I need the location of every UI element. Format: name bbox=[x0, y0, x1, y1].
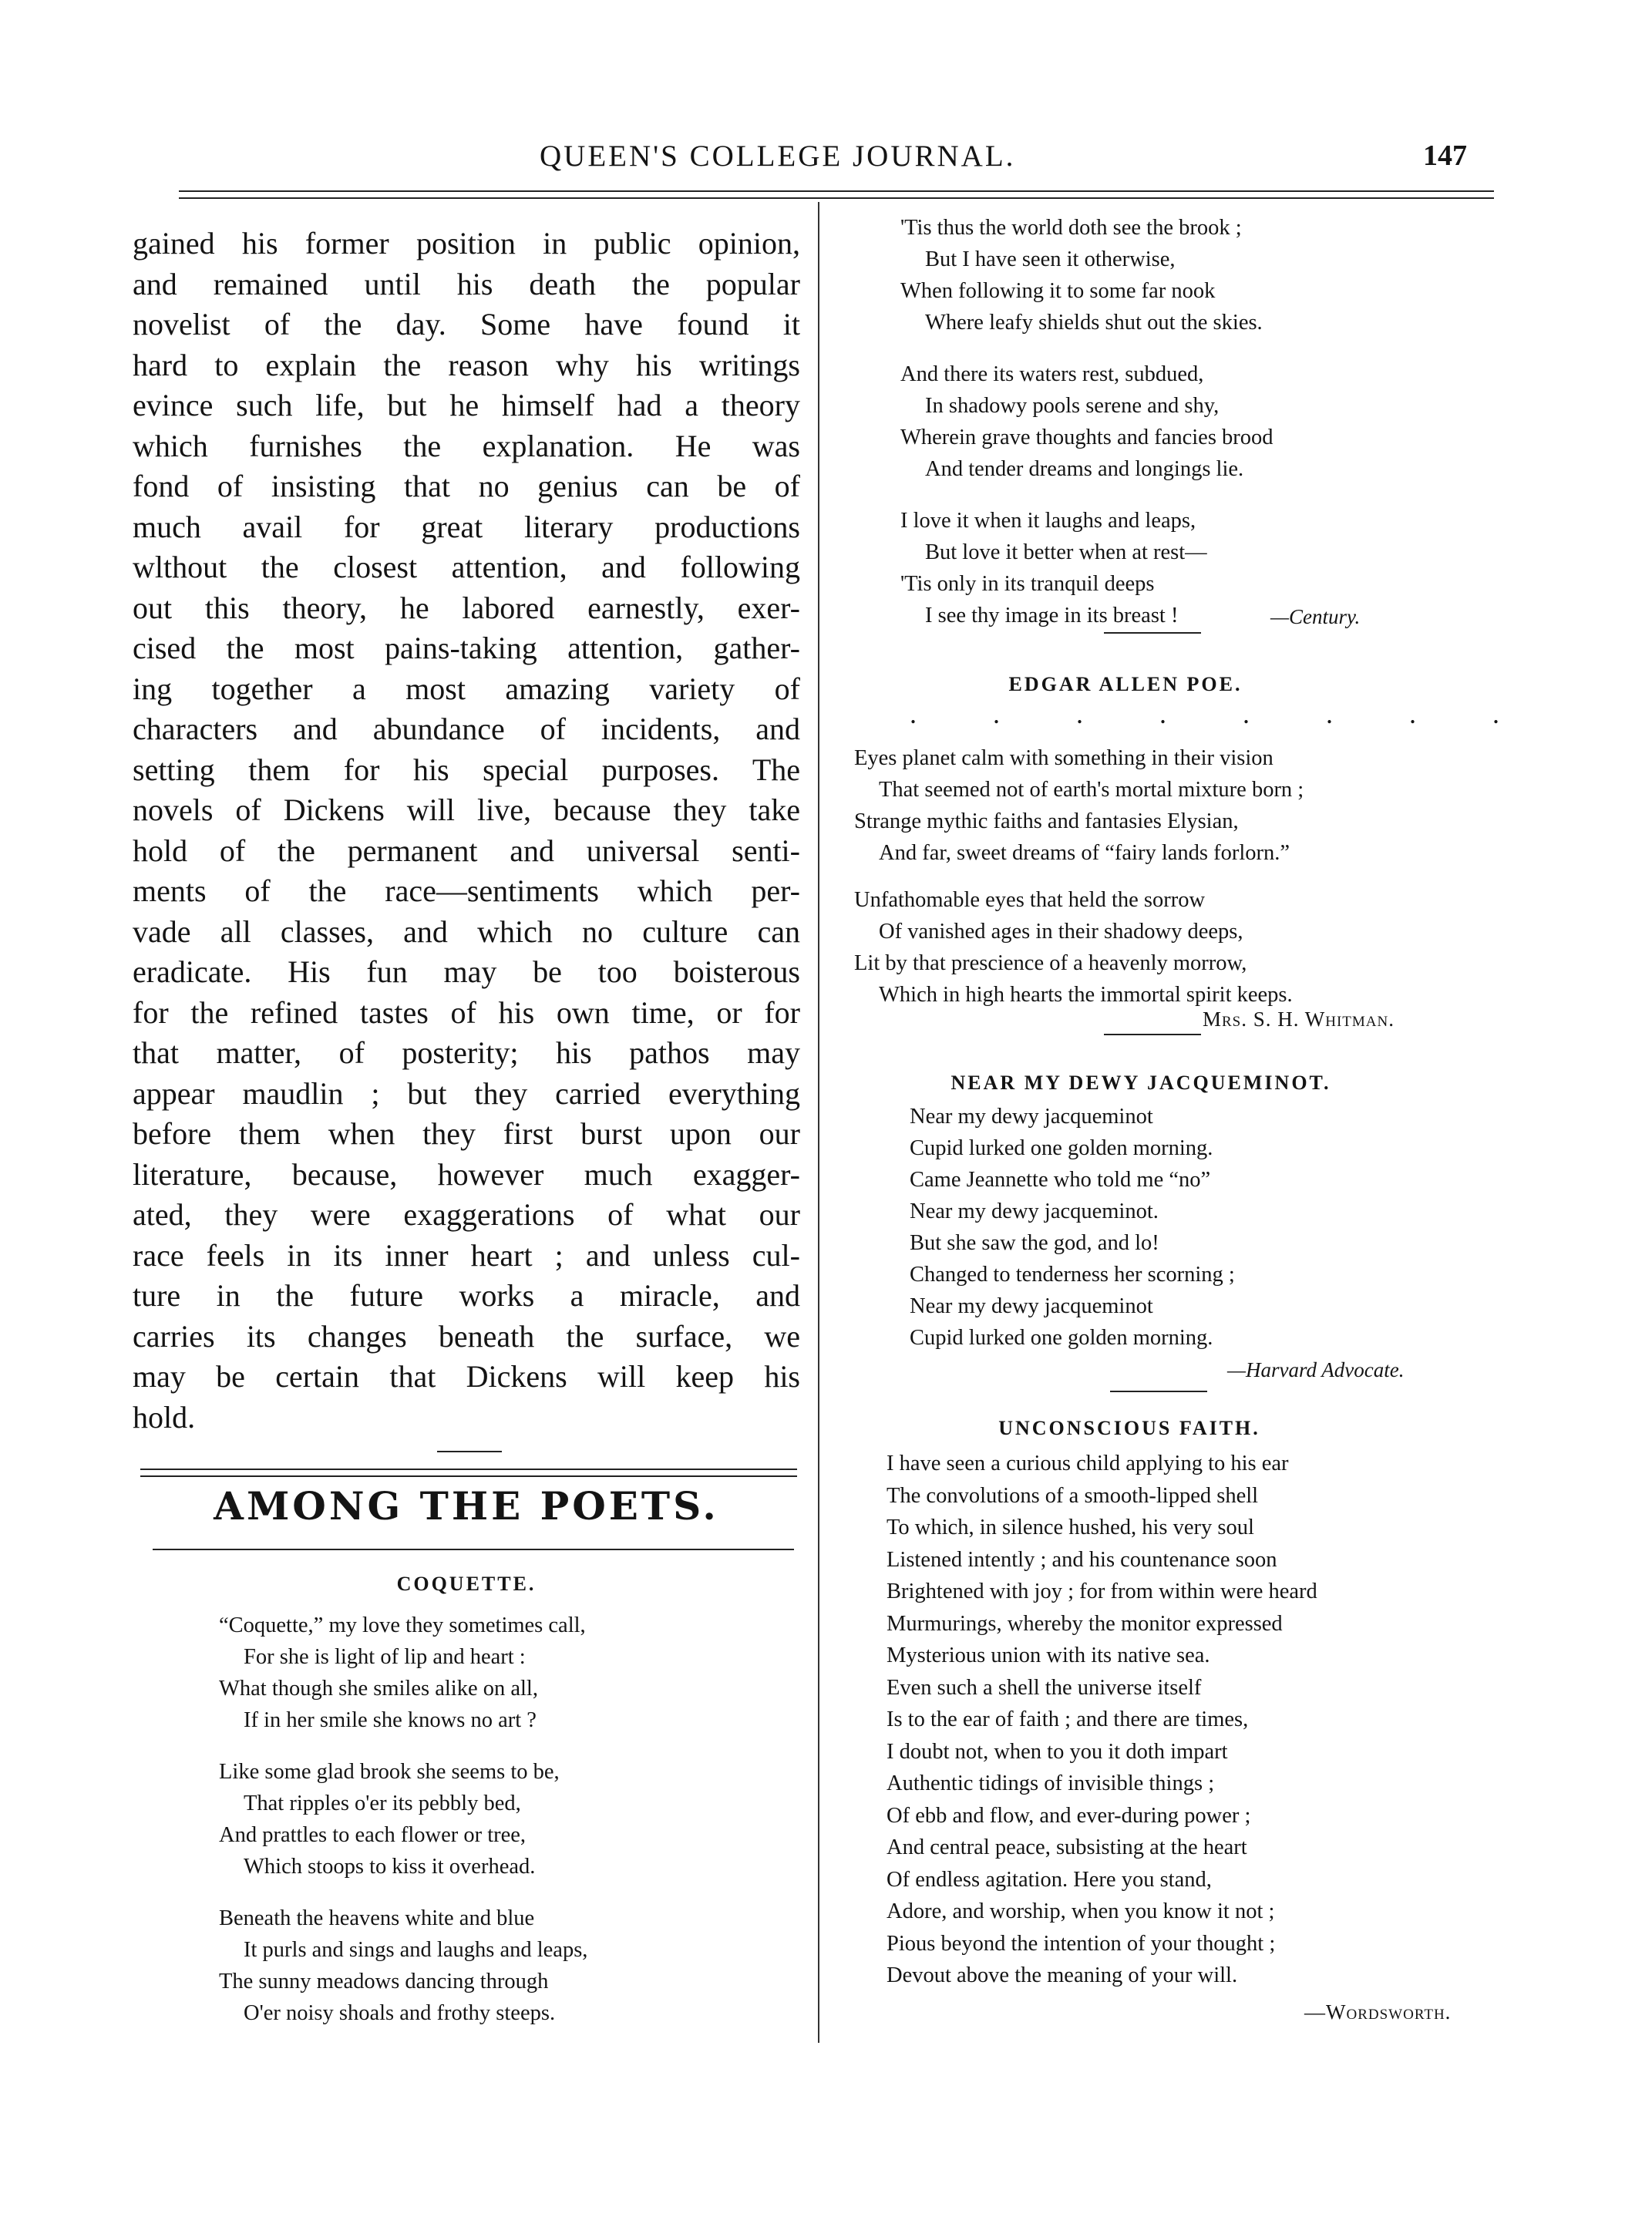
verse-line: In shadowy pools serene and shy, bbox=[925, 394, 1220, 418]
verse-line: Of vanished ages in their shadowy deeps, bbox=[879, 920, 1243, 944]
verse-line: That ripples o'er its pebbly bed, bbox=[244, 1792, 521, 1815]
verse-line: Even such a shell the universe itself bbox=[887, 1675, 1202, 1700]
section-heading-underline bbox=[153, 1549, 794, 1550]
prose-line: ments of the race—sentiments which per- bbox=[133, 873, 800, 908]
verse-line: Which stoops to kiss it overhead. bbox=[244, 1855, 536, 1879]
verse-line: 'Tis thus the world doth see the brook ; bbox=[900, 216, 1242, 240]
column-divider bbox=[818, 202, 819, 2043]
prose-line: out this theory, he labored earnestly, exer- bbox=[133, 590, 800, 625]
verse-line: Came Jeannette who told me “no” bbox=[910, 1168, 1211, 1192]
prose-line: evince such life, but he himself had a theory bbox=[133, 388, 800, 422]
prose-line: hold of the permanent and universal senti- bbox=[133, 833, 800, 868]
poem-poe bbox=[854, 742, 1304, 1011]
verse-line: Cupid lurked one golden morning. bbox=[910, 1136, 1213, 1160]
poem-separator-rule bbox=[1104, 1034, 1201, 1035]
verse-line: And prattles to each flower or tree, bbox=[219, 1823, 527, 1847]
prose-line: race feels in its inner heart ; and unless cul- bbox=[133, 1237, 800, 1273]
verse-line: Near my dewy jacqueminot. bbox=[910, 1199, 1159, 1223]
attribution-wordsworth: —Wordsworth. bbox=[1304, 2000, 1452, 2024]
prose-line: carries its changes beneath the surface, we bbox=[133, 1318, 800, 1354]
verse-line: Eyes planet calm with something in their vision bbox=[854, 746, 1273, 770]
prose-line: gained his former position in public opinion, bbox=[133, 226, 800, 261]
poem-coquette-part2 bbox=[900, 212, 1273, 631]
section-rule-lower bbox=[140, 1475, 797, 1477]
verse-line: I love it when it laughs and leaps, bbox=[900, 509, 1196, 533]
verse-line: Changed to tenderness her scorning ; bbox=[910, 1263, 1235, 1287]
verse-line: Of endless agitation. Here you stand, bbox=[887, 1867, 1212, 1892]
verse-line: Unfathomable eyes that held the sorrow bbox=[854, 888, 1206, 912]
prose-line: setting them for his special purposes. The bbox=[133, 752, 800, 787]
verse-line: The convolutions of a smooth-lipped shell bbox=[887, 1483, 1259, 1508]
article-end-rule bbox=[437, 1451, 502, 1452]
verse-line: Is to the ear of faith ; and there are times, bbox=[887, 1707, 1249, 1731]
verse-line: That seemed not of earth's mortal mixture born ; bbox=[879, 778, 1304, 802]
verse-line: Of ebb and flow, and ever-during power ; bbox=[887, 1803, 1251, 1828]
section-rule-upper bbox=[140, 1469, 797, 1470]
prose-line: cised the most pains-taking attention, gather- bbox=[133, 631, 800, 665]
prose-line: literature, because, however much exagger- bbox=[133, 1156, 800, 1192]
verse-line: Which in high hearts the immortal spirit keeps. bbox=[879, 983, 1293, 1007]
prose-line: appear maudlin ; but they carried everything bbox=[133, 1075, 800, 1111]
verse-line: Murmurings, whereby the monitor expressed bbox=[887, 1611, 1283, 1636]
verse-line: To which, in silence hushed, his very soul bbox=[887, 1516, 1254, 1539]
article-body bbox=[133, 224, 800, 1438]
prose-line: novelist of the day. Some have found it bbox=[133, 307, 800, 341]
verse-line: Strange mythic faiths and fantasies Elysian, bbox=[854, 809, 1239, 833]
poem-separator-rule bbox=[1110, 1391, 1207, 1392]
verse-line: O'er noisy shoals and frothy steeps. bbox=[244, 2001, 556, 2025]
verse-line: The sunny meadows dancing through bbox=[219, 1970, 549, 1993]
verse-line: And tender dreams and longings lie. bbox=[925, 457, 1244, 481]
verse-line: It purls and sings and laughs and leaps, bbox=[244, 1938, 588, 1962]
prose-line: hold. bbox=[133, 1399, 196, 1435]
attribution-whitman: Mrs. S. H. Whitman. bbox=[1203, 1008, 1395, 1031]
verse-line: And central peace, subsisting at the heart bbox=[887, 1835, 1247, 1859]
header-rule-upper bbox=[179, 190, 1494, 192]
attribution-harvard-advocate: —Harvard Advocate. bbox=[1227, 1358, 1405, 1381]
verse-line: “Coquette,” my love they sometimes call, bbox=[219, 1613, 586, 1637]
poem-title-jacqueminot: NEAR MY DEWY JACQUEMINOT. bbox=[950, 1072, 1331, 1094]
poem-title-poe: EDGAR ALLEN POE. bbox=[1008, 673, 1243, 695]
journal-title: QUEEN'S COLLEGE JOURNAL. bbox=[540, 140, 1016, 173]
prose-line: vade all classes, and which no culture can bbox=[133, 913, 800, 949]
poem-coquette-part1 bbox=[219, 1610, 587, 2029]
prose-line: eradicate. His fun may be too boisterous bbox=[133, 954, 800, 989]
verse-line: And far, sweet dreams of “fairy lands forlorn.” bbox=[879, 841, 1290, 865]
verse-line: For she is light of lip and heart : bbox=[244, 1645, 526, 1669]
prose-line: for the refined tastes of his own time, or for bbox=[133, 994, 800, 1030]
prose-line: characters and abundance of incidents, and bbox=[133, 712, 800, 746]
page-number: 147 bbox=[1423, 140, 1467, 172]
verse-line: Adore, and worship, when you know it not ; bbox=[887, 1899, 1275, 1923]
prose-line: which furnishes the explanation. He was bbox=[133, 428, 800, 463]
verse-line: I have seen a curious child applying to his ear bbox=[887, 1452, 1289, 1475]
verse-line: Devout above the meaning of your will. bbox=[887, 1963, 1238, 1987]
verse-line: Brightened with joy ; for from within were heard bbox=[887, 1580, 1317, 1603]
poem-separator-rule bbox=[1104, 632, 1201, 634]
verse-line: Where leafy shields shut out the skies. bbox=[925, 311, 1263, 335]
attribution-century: —Century. bbox=[1270, 605, 1361, 628]
verse-line: Beneath the heavens white and blue bbox=[219, 1906, 535, 1930]
verse-line: But I have seen it otherwise, bbox=[925, 247, 1176, 271]
prose-line: before them when they first burst upon our bbox=[133, 1116, 800, 1151]
verse-line: Lit by that prescience of a heavenly morrow, bbox=[854, 951, 1247, 975]
prose-line: that matter, of posterity; his pathos may bbox=[133, 1035, 800, 1070]
verse-line: Wherein grave thoughts and fancies brood bbox=[900, 426, 1273, 449]
verse-line: Near my dewy jacqueminot bbox=[910, 1294, 1153, 1318]
prose-line: hard to explain the reason why his writings bbox=[133, 347, 800, 382]
section-heading: AMONG THE POETS. bbox=[214, 1483, 719, 1529]
verse-line: I doubt not, when to you it doth impart bbox=[887, 1739, 1228, 1764]
prose-line: ing together a most amazing variety of bbox=[133, 671, 800, 706]
prose-line: novels of Dickens will live, because they take bbox=[133, 792, 800, 827]
poem-title-coquette: COQUETTE. bbox=[396, 1573, 537, 1595]
prose-line: wlthout the closest attention, and following bbox=[133, 550, 800, 584]
ellipsis-dots: . . . . . . . . bbox=[910, 698, 1534, 729]
verse-line: 'Tis only in its tranquil deeps bbox=[900, 572, 1155, 596]
poem-title-unconscious-faith: UNCONSCIOUS FAITH. bbox=[998, 1417, 1260, 1439]
header-rule-lower bbox=[179, 197, 1494, 199]
prose-line: fond of insisting that no genius can be of bbox=[133, 469, 800, 503]
poem-jacqueminot bbox=[910, 1101, 1235, 1354]
prose-line: much avail for great literary productions bbox=[133, 509, 800, 544]
verse-line: Authentic tidings of invisible things ; bbox=[887, 1771, 1215, 1795]
verse-line: When following it to some far nook bbox=[900, 279, 1216, 303]
prose-line: may be certain that Dickens will keep his bbox=[133, 1359, 800, 1394]
verse-line: Cupid lurked one golden morning. bbox=[910, 1326, 1213, 1350]
prose-line: ated, they were exaggerations of what our bbox=[133, 1197, 800, 1232]
verse-line: Pious beyond the intention of your thought ; bbox=[887, 1931, 1276, 1956]
verse-line: Listened intently ; and his countenance soon bbox=[887, 1547, 1277, 1572]
verse-line: Mysterious union with its native sea. bbox=[887, 1644, 1210, 1667]
verse-line: I see thy image in its breast ! bbox=[925, 604, 1179, 627]
verse-line: And there its waters rest, subdued, bbox=[900, 362, 1204, 386]
prose-line: and remained until his death the popular bbox=[133, 266, 800, 301]
verse-line: Like some glad brook she seems to be, bbox=[219, 1760, 560, 1784]
poem-unconscious-faith bbox=[887, 1448, 1317, 1992]
verse-line: If in her smile she knows no art ? bbox=[244, 1708, 537, 1732]
verse-line: What though she smiles alike on all, bbox=[219, 1677, 538, 1701]
prose-line: ture in the future works a miracle, and bbox=[133, 1278, 800, 1313]
verse-line: Near my dewy jacqueminot bbox=[910, 1105, 1153, 1129]
page-header bbox=[0, 139, 1652, 185]
verse-line: But love it better when at rest— bbox=[925, 540, 1207, 564]
verse-line: But she saw the god, and lo! bbox=[910, 1231, 1159, 1255]
